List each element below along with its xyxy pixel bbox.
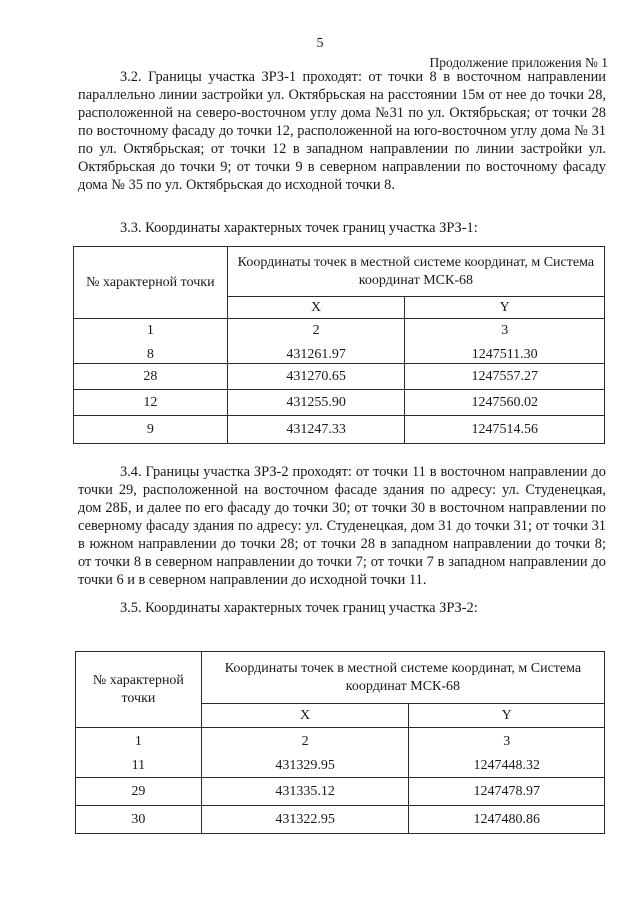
coordinates-table-zrz1 <box>73 246 605 444</box>
y-cell: 1247560.02 <box>405 390 605 416</box>
x-cell: 431270.65 <box>227 364 405 390</box>
table-row <box>76 806 605 834</box>
y-cell: 1247448.32 <box>473 758 540 773</box>
y-cell: 1247557.27 <box>405 364 605 390</box>
point-cell: 28 <box>74 364 228 390</box>
x-cell: 431255.90 <box>227 390 405 416</box>
point-cell: 29 <box>76 778 202 806</box>
point-cell: 12 <box>74 390 228 416</box>
header-y: Y <box>405 297 605 319</box>
header-x: X <box>227 297 405 319</box>
table-cell <box>227 319 405 364</box>
index-cell: 1 <box>146 323 154 338</box>
coordinates-table-zrz2 <box>75 651 605 834</box>
paragraph-3-4: 3.4. Границы участка ЗРЗ-2 проходят: от точки 11 в восточном направлении до точки 29, расположенной на восточном фасаде здания по адресу: ул. Студенецкая, дом 28Б, и далее по его фасаду до точки 30; от точки 30 в восточном направлении по северному фасаду здания по адресу: ул. Студенецкая, дом 31 до точки 31; от точки 31 в южном направлении до точки 28; от точки 28 в западном направлении до точки 8; от точки 8 в северном направлении до точки 7; от точки 7 в западном направлении до точки 6 и в северном направлении до исходной точки 11. <box>78 464 606 588</box>
heading-3-5: 3.5. Координаты характерных точек границ участка ЗРЗ-2: <box>120 600 478 616</box>
index-cell: 2 <box>312 323 320 338</box>
index-cell: 3 <box>501 323 509 338</box>
y-cell: 1247480.86 <box>409 806 605 834</box>
y-cell: 1247514.56 <box>405 416 605 444</box>
table-row <box>74 416 605 444</box>
table-cell <box>201 728 409 778</box>
appendix-note: Продолжение приложения № 1 <box>429 55 608 70</box>
index-cell: 3 <box>503 734 511 749</box>
index-cell: 1 <box>134 734 142 749</box>
table-row <box>74 390 605 416</box>
heading-3-3: 3.3. Координаты характерных точек границ участка ЗРЗ-1: <box>120 220 478 236</box>
table-row <box>76 778 605 806</box>
header-point-number: № характерной точки <box>76 652 202 728</box>
x-cell: 431335.12 <box>201 778 409 806</box>
point-cell: 30 <box>76 806 202 834</box>
page-number: 5 <box>316 36 324 51</box>
header-coordinates: Координаты точек в местной системе координат, м Система координат МСК-68 <box>227 247 604 297</box>
header-y: Y <box>409 704 605 728</box>
table-cell <box>74 319 228 364</box>
x-cell: 431261.97 <box>286 347 346 362</box>
point-cell: 11 <box>131 758 146 773</box>
x-cell: 431329.95 <box>275 758 335 773</box>
y-cell: 1247511.30 <box>471 347 538 362</box>
index-cell: 2 <box>301 734 309 749</box>
header-point-number: № характерной точки <box>74 247 228 319</box>
table-cell <box>76 728 202 778</box>
x-cell: 431247.33 <box>227 416 405 444</box>
header-x: X <box>201 704 409 728</box>
paragraph-3-2: 3.2. Границы участка ЗРЗ-1 проходят: от точки 8 в восточном направлении параллельно линии застройки ул. Октябрьская на расстоянии 15м от нее до точки 28, расположенной на северо-восточном углу дома №31 по ул. Октябрьская; от точки 28 по восточному фасаду до точки 12, расположенной на юго-восточном углу дома № 31 по ул. Октябрьская; от точки 12 в западном направлении по линии застройки ул. Октябрьская до точки 9; от точки 9 в северном направлении по восточному фасаду дома № 35 по ул. Октябрьская до исходной точки 8. <box>78 69 606 193</box>
y-cell: 1247478.97 <box>409 778 605 806</box>
x-cell: 431322.95 <box>201 806 409 834</box>
table-cell <box>405 319 605 364</box>
table-row <box>74 364 605 390</box>
table-cell <box>409 728 605 778</box>
point-cell: 9 <box>74 416 228 444</box>
header-coordinates: Координаты точек в местной системе координат, м Система координат МСК-68 <box>201 652 604 704</box>
point-cell: 8 <box>146 347 154 362</box>
